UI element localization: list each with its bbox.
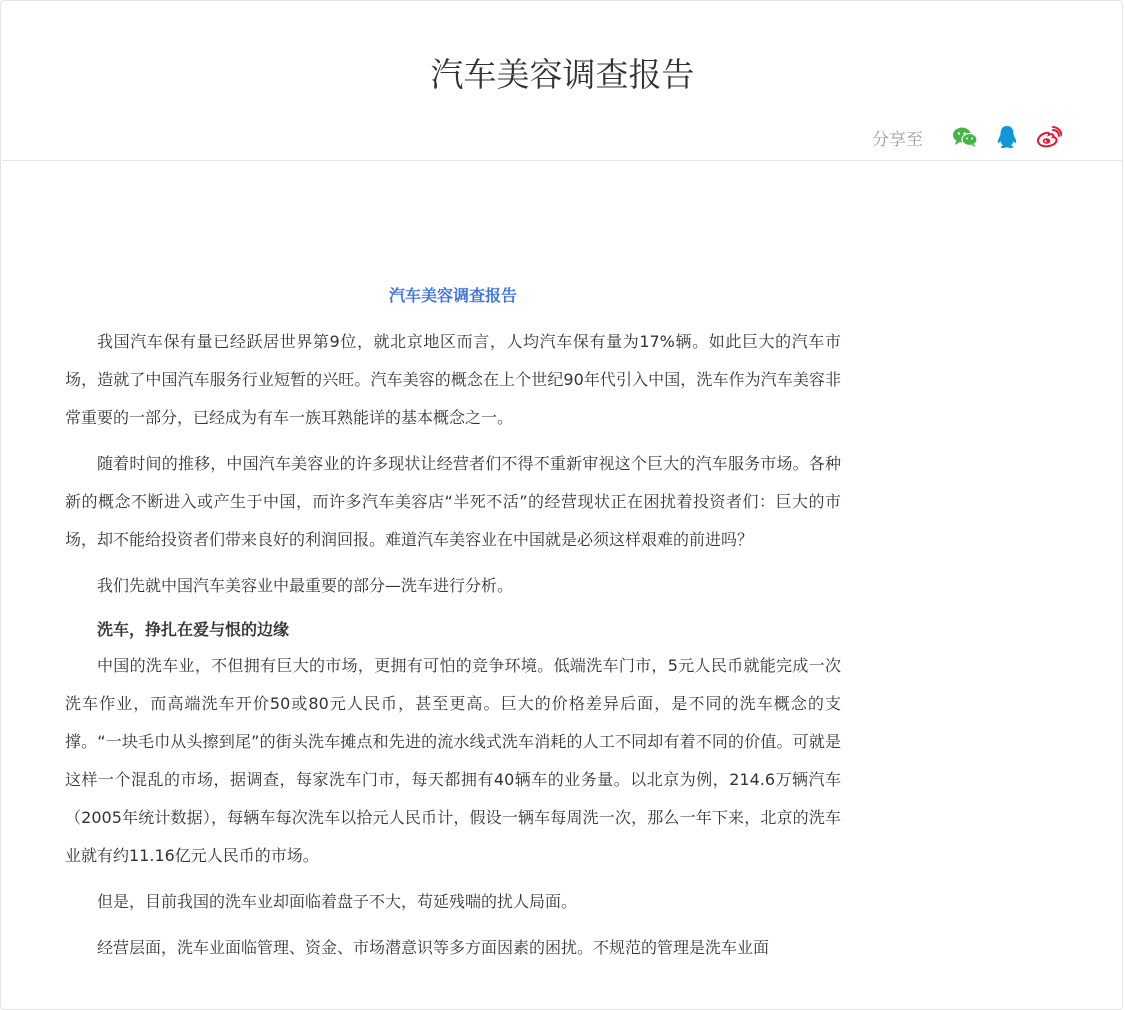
qq-icon [996,125,1018,149]
share-wechat-button[interactable] [951,123,979,151]
article-paragraph: 经营层面，洗车业面临管理、资金、市场潜意识等多方面因素的困扰。不规范的管理是洗车业面 [97,938,770,957]
page-header [2,2,1123,161]
section-subheading: 洗车，挣扎在爱与恨的边缘 [97,620,290,639]
wechat-icon [952,126,978,148]
article-heading: 汽车美容调查报告 [388,286,517,305]
article-paragraph: 我国汽车保有量已经跃居世界第9位，就北京地区而言，人均汽车保有量为17%辆。如此巨大的汽车市场，造就了中国汽车服务行业短暂的兴旺。汽车美容的概念在上个世纪90年代引入中国，洗车作为汽车美容非常重要的一部分，已经成为有车一族耳熟能详的基本概念之一。 [65,332,841,427]
share-label: 分享至 [872,129,923,150]
share-qq-button[interactable] [993,123,1021,151]
weibo-icon [1036,126,1062,148]
share-bar [872,122,1063,152]
page-title: 汽车美容调查报告 [430,55,695,94]
article-paragraph: 我们先就中国汽车美容业中最重要的部分—洗车进行分析。 [97,576,514,595]
article-body [65,283,841,975]
article-paragraph: 但是，目前我国的洗车业却面临着盘子不大，苟延残喘的扰人局面。 [97,892,578,911]
article-paragraph: 中国的洗车业，不但拥有巨大的市场，更拥有可怕的竞争环境。低端洗车门市，5元人民币就能完成一次洗车作业，而高端洗车开价50或80元人民币，甚至更高。巨大的价格差异后面，是不同的洗车概念的支撑。“一块毛巾从头擦到尾”的街头洗车摊点和先进的流水线式洗车消耗的人工不同却有着不同的价值。可就是这样一个混乱的市场，据调查，每家洗车门市，每天都拥有40辆车的业务量。以北京为例，214.6万辆汽车（2005年统计数据），每辆车每次洗车以拾元人民币计，假设一辆车每周洗一次，那么一年下来，北京的洗车业就有约11.16亿元人民币的市场。 [65,656,841,865]
share-weibo-button[interactable] [1035,123,1063,151]
article-paragraph: 随着时间的推移，中国汽车美容业的许多现状让经营者们不得不重新审视这个巨大的汽车服务市场。各种新的概念不断进入或产生于中国，而许多汽车美容店“半死不活”的经营现状正在困扰着投资者们：巨大的市场，却不能给投资者们带来良好的利润回报。难道汽车美容业在中国就是必须这样艰难的前进吗？ [65,454,841,549]
